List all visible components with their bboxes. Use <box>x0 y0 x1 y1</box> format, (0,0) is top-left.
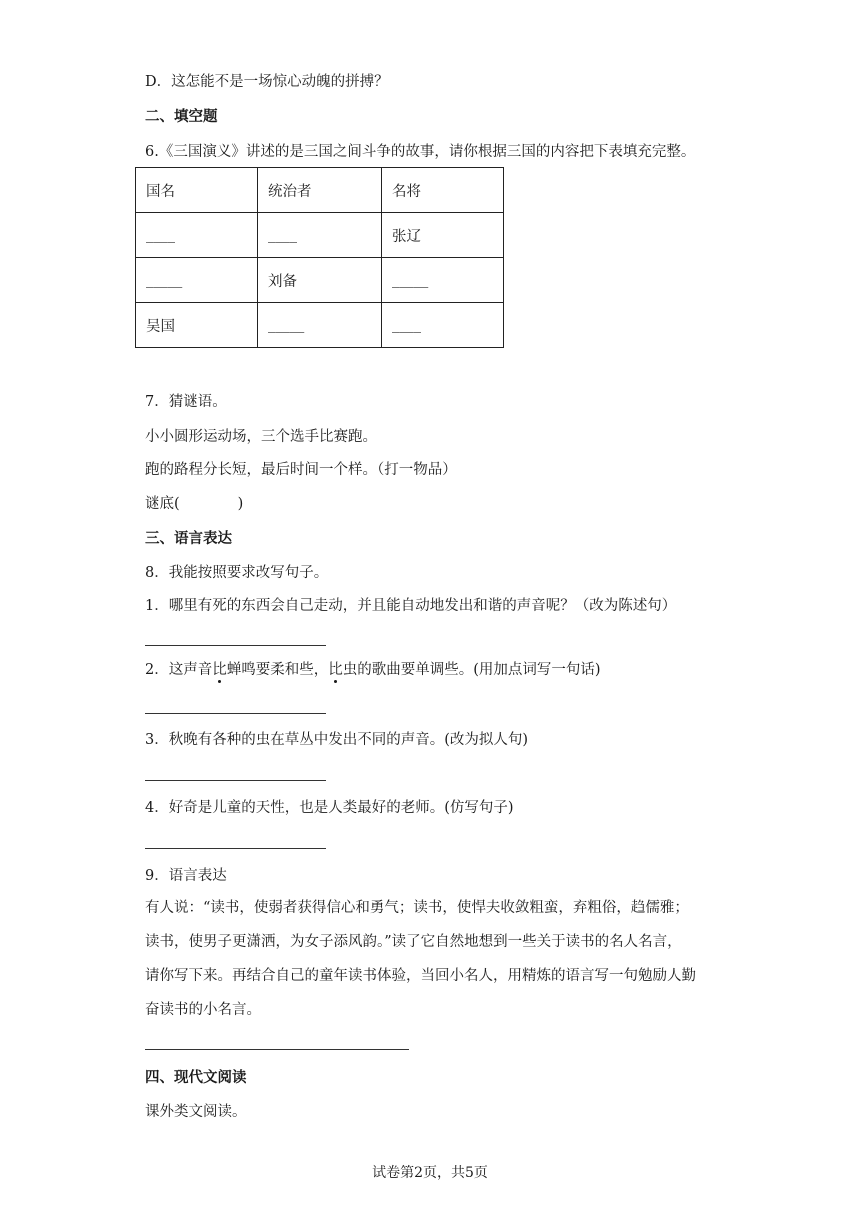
header-country: 国名 <box>136 168 258 213</box>
question-7-title: 7．猜谜语。 <box>145 394 227 410</box>
table-row <box>136 303 504 348</box>
question-8-title: 8．我能按照要求改写句子。 <box>145 565 329 581</box>
q8-item-1: 1．哪里有死的东西会自己走动，并且能自动地发出和谐的声音呢？（改为陈述句） <box>145 598 677 614</box>
table-row <box>136 213 504 258</box>
header-general: 名将 <box>382 168 504 213</box>
table-cell: 吴国 <box>136 303 258 348</box>
question-6-prompt: 6.《三国演义》讲述的是三国之间斗争的故事，请你根据三国的内容把下表填充完整。 <box>145 144 696 160</box>
answer-line[interactable] <box>145 645 326 646</box>
q9-paragraph-line: 读书，使男子更潇洒，为女子添风韵。”读了它自然地想到一些关于读书的名人名言， <box>145 934 682 950</box>
section-2-title: 二、填空题 <box>145 108 218 125</box>
q8-item-2: 2．这声音比蝉鸣要柔和些，比虫的歌曲要单调些。(用加点词写一句话) <box>145 662 601 678</box>
table-cell: 刘备 <box>258 258 382 303</box>
dotted-word: 比 <box>212 662 227 678</box>
riddle-answer[interactable] <box>145 494 243 514</box>
q8-item-3: 3．秋晚有各种的虫在草丛中发出不同的声音。(改为拟人句) <box>145 732 529 748</box>
answer-line[interactable] <box>145 848 326 849</box>
section-3-title: 三、语言表达 <box>145 530 232 547</box>
q9-paragraph-line: 请你写下来。再结合自己的童年读书体验，当回小名人，用精炼的语言写一句勉励人勤 <box>145 968 696 984</box>
table-cell: ____ <box>136 213 258 258</box>
dotted-word: 比 <box>328 662 343 678</box>
riddle-answer-close: ) <box>237 496 244 512</box>
q8-item-4: 4．好奇是儿童的天性，也是人类最好的老师。(仿写句子) <box>145 800 514 816</box>
answer-line[interactable] <box>145 713 326 714</box>
riddle-line-1: 小小圆形运动场，三个选手比赛跑。 <box>145 429 377 445</box>
riddle-line-2: 跑的路程分长短，最后时间一个样。（打一物品） <box>145 462 457 478</box>
table-cell: _____ <box>136 258 258 303</box>
question-9-title: 9．语言表达 <box>145 868 227 884</box>
header-ruler: 统治者 <box>258 168 382 213</box>
table-cell: _____ <box>382 258 504 303</box>
q9-paragraph-line: 有人说：“读书，使弱者获得信心和勇气；读书，使悍夫收敛粗蛮，弃粗俗，趋儒雅； <box>145 900 689 916</box>
answer-line[interactable] <box>145 1049 409 1050</box>
table-cell: _____ <box>258 303 382 348</box>
option-d: D．这怎能不是一场惊心动魄的拼搏？ <box>145 74 389 90</box>
table-row <box>136 258 504 303</box>
page-footer: 试卷第2页，共5页 <box>372 1165 488 1181</box>
q9-paragraph-line: 奋读书的小名言。 <box>145 1002 261 1018</box>
answer-line[interactable] <box>145 780 326 781</box>
riddle-answer-label: 谜底( <box>145 496 180 512</box>
table-header-row <box>136 168 504 213</box>
section-4-intro: 课外类文阅读。 <box>145 1104 247 1120</box>
section-4-title: 四、现代文阅读 <box>145 1069 247 1086</box>
table-cell: ____ <box>258 213 382 258</box>
table-cell: 张辽 <box>382 213 504 258</box>
table-cell: ____ <box>382 303 504 348</box>
three-kingdoms-table <box>135 167 504 348</box>
